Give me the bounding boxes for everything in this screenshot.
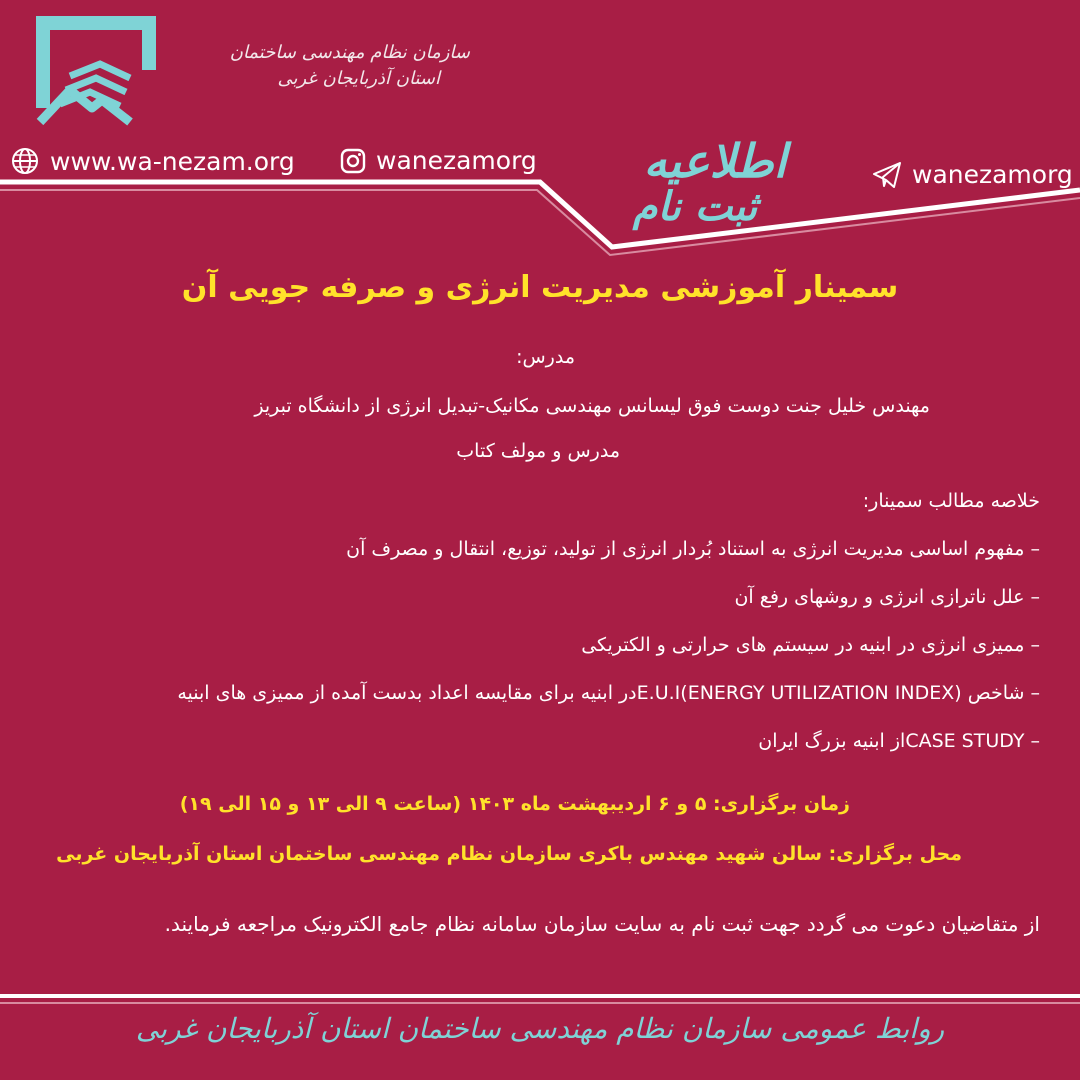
organization-logo-icon bbox=[30, 12, 162, 142]
badge-line1: اطلاعیه bbox=[643, 134, 787, 188]
badge-line2: ثبت نام bbox=[632, 183, 758, 230]
website-link[interactable] bbox=[10, 146, 295, 176]
telegram-text: wanezamorg bbox=[912, 160, 1073, 189]
public-relations-footer: روابط عمومی سازمان نظام مهندسی ساختمان استان آذربایجان غربی bbox=[135, 1012, 945, 1045]
instructor-line2: مدرس و مولف کتاب bbox=[456, 440, 620, 462]
summary-item: – شاخص (ENERGY UTILIZATION INDEX)E.U.Iدر ابنیه برای مقایسه اعداد بدست آمده از ممیزی های ابنیه bbox=[177, 682, 1040, 704]
seminar-title: سمینار آموزشی مدیریت انرژی و صرفه جویی آن bbox=[181, 270, 899, 305]
summary-item: – ممیزی انرژی در ابنیه در سیستم های حرارتی و الکتریکی bbox=[581, 634, 1040, 656]
registration-invite: از متقاضیان دعوت می گردد جهت ثبت نام به سایت سازمان سامانه نظام جامع الکترونیک مراجعه فرمایند. bbox=[164, 912, 1040, 936]
summary-item: – علل ناترازی انرژی و روشهای رفع آن bbox=[734, 586, 1040, 608]
summary-item: – CASE STUDYاز ابنیه بزرگ ایران bbox=[758, 730, 1040, 752]
instagram-icon bbox=[340, 148, 366, 174]
event-time: زمان برگزاری: ۵ و ۶ اردیبهشت ماه ۱۴۰۳ (ساعت ۹ الی ۱۳ و ۱۵ الی ۱۹) bbox=[179, 793, 850, 815]
summary-label: خلاصه مطالب سمینار: bbox=[862, 490, 1040, 512]
organization-name-line2: استان آذربایجان غربی bbox=[277, 68, 440, 89]
instagram-link[interactable] bbox=[340, 146, 537, 175]
organization-name bbox=[180, 40, 470, 130]
instructor-line1: مهندس خلیل جنت دوست فوق لیسانس مهندسی مکانیک-تبدیل انرژی از دانشگاه تبریز bbox=[254, 395, 930, 417]
instagram-text: wanezamorg bbox=[376, 146, 537, 175]
telegram-icon bbox=[872, 161, 902, 189]
instructor-label: مدرس: bbox=[516, 346, 575, 368]
event-venue: محل برگزاری: سالن شهید مهندس باکری سازمان نظام مهندسی ساختمان استان آذربایجان غربی bbox=[56, 843, 962, 865]
telegram-link[interactable] bbox=[872, 160, 1073, 189]
registration-announcement-badge bbox=[600, 135, 830, 245]
summary-item: – مفهوم اساسی مدیریت انرژی به استناد بُردار انرژی از تولید، توزیع، انتقال و مصرف آن bbox=[346, 538, 1040, 560]
website-text: www.wa-nezam.org bbox=[50, 146, 295, 176]
globe-icon bbox=[10, 146, 40, 176]
organization-name-line1: سازمان نظام مهندسی ساختمان bbox=[229, 42, 470, 63]
